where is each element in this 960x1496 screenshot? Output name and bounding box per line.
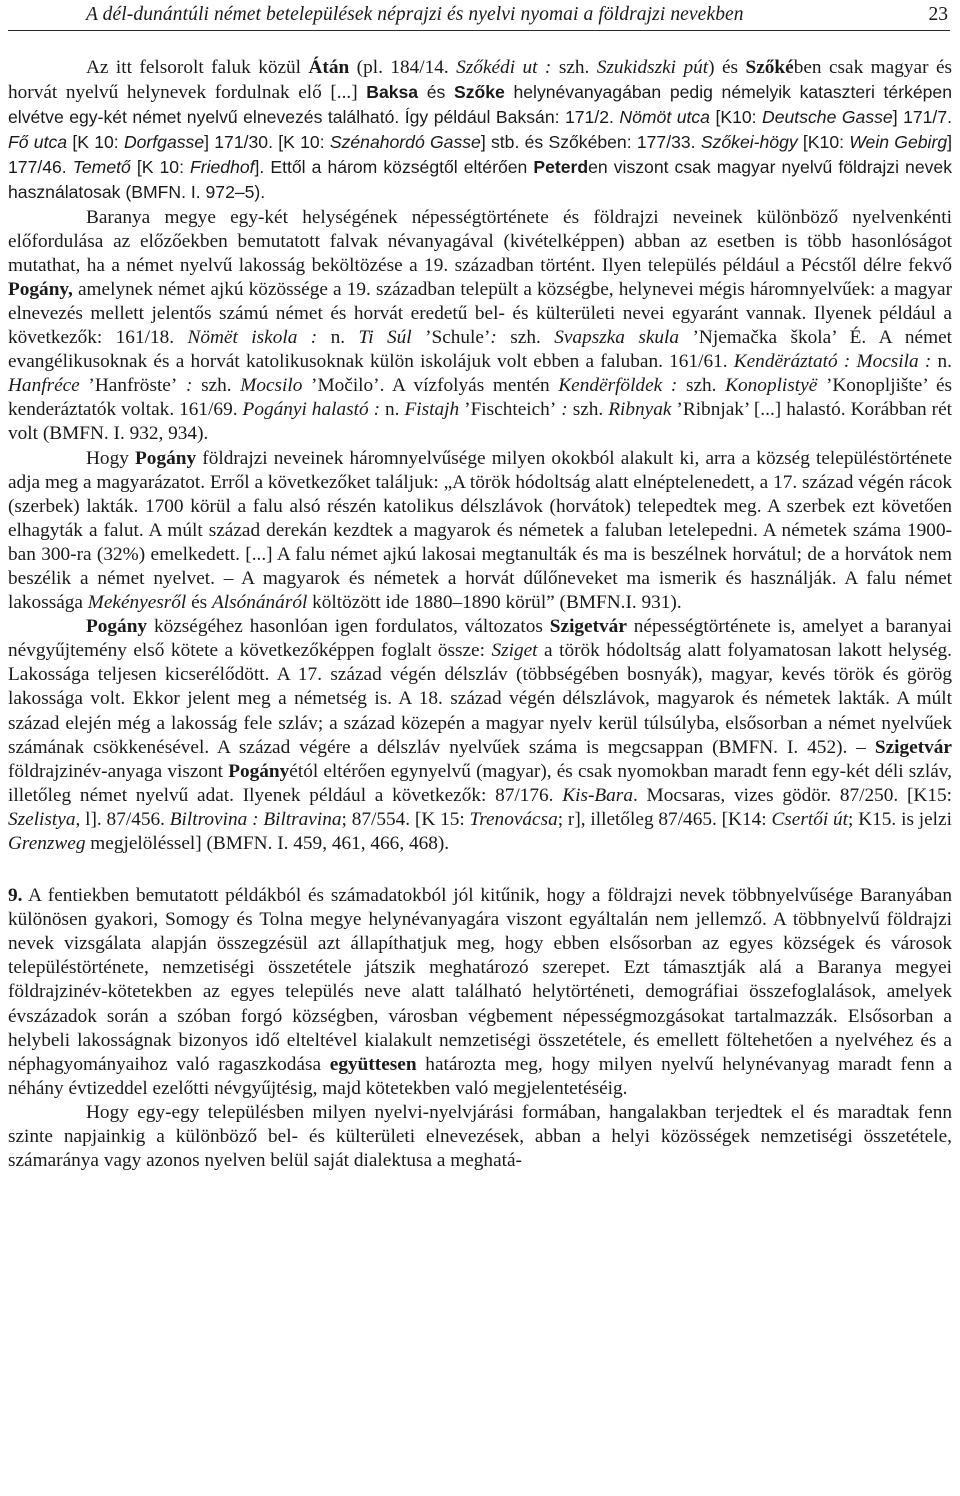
paragraph-4 <box>8 615 952 856</box>
place-name: Szigetvár <box>549 616 627 638</box>
text: n. <box>330 327 359 349</box>
place-name: Szőké <box>745 57 794 78</box>
paragraph-3 <box>8 447 952 616</box>
text: ’Njemačka škola’ É. A német evangélikusoknak és a horvát katolikusoknak külön iskolájuk volt ebben a faluban. 161/61. <box>8 327 953 373</box>
paragraph-1 <box>8 56 952 206</box>
text: szh. <box>201 375 241 397</box>
text: n. <box>385 399 405 421</box>
field-name: Grenzweg <box>8 833 86 854</box>
text: népességtörténete is, amelyet a baranyai névgyűjtemény első kötete a következőképpen foglalt össze: <box>8 616 952 662</box>
field-name: Fistajh <box>404 399 460 421</box>
place-name: Átán <box>308 57 350 78</box>
paragraph-2 <box>8 206 952 447</box>
place-name: Szőke <box>453 82 505 103</box>
text: amelynek német ajkú közössége a 19. században települt a községbe, helynevei mégis háromnyelvűek: a magyar elnevezés mellett jelentős számú német és horvát eredetű bel- és külterületi nevei egyaránt vannak. Ilyenek például a következők: 161/18. <box>8 278 952 349</box>
text: földrajzi neveinek háromnyelvűsége milyen okokból alakult ki, arra a község településtörténete adja meg a magyarázatot. Erről a következőket találjuk: „A török hódoltság alatt elnéptelenedett, a 17. század végén rácok (szerbek) lakták. 1700 körül a falu alsó részén katolikus délszlávok (horvátok) telepedtek meg. A szerbek ezt követően elhagyták a falut. A múlt század derekán kezdtek a magyarok és németek a faluban letelepedni. A németek száma 1900-ban 300-ra (32%) emelkedett. [...] A falu német ajkú lakosai megtanulták és ma is beszélnek horvátul; de a horvátok nem beszélik a német nyelvet. – A magyarok és németek a horvát dűlőneveket ma ismerik és használják. A falu német lakossága <box>8 447 952 614</box>
text: a török hódoltság alatt folyamatosan lakott helység. Lakossága teljesen kicserélődött. A 17. század végén délszláv (többségében bosnyák), magyar, kevés török és görög lakossága volt. Ekkor jelent meg a németség is. A 18. század végén délszlávok, magyarok és németek lakták. A múlt század elején még a lakosság fele szláv; a század közepén a magyar nyelv kerül túlsúlyba, elsősorban a német nyelvűek számának csökkenésével. A század végére a délszláv nyelvűek száma is megcsappan (BMFN. I. 452). – <box>8 640 952 758</box>
text: szh. <box>572 399 609 421</box>
text: [K 10: <box>130 157 190 178</box>
text: (pl. 184/14. <box>349 57 457 78</box>
text: Baranya megye egy-két helységének népességtörténete és földrajzi neveinek különböző nyelvenkénti előfordulása az előzőekben bemutatott falvak névanyagával (kivételképpen) abban az esetben is több hasonlóságot mutathat, ha a német nyelvű lakosság beköltözése a 19. században történt. Ilyen település például a Pécstől délre fekvő <box>8 206 952 276</box>
text: ]. Ettől a három községtől eltérően <box>254 157 534 178</box>
field-name: Nömët iskola : <box>187 327 331 349</box>
text: ] 171/30. [K 10: <box>204 132 330 153</box>
text: megjelöléssel] (BMFN. I. 459, 461, 466, 468). <box>85 833 450 854</box>
field-name: Ribnyak <box>608 399 672 421</box>
place-name: Peterd <box>533 157 589 178</box>
field-name: Temető <box>72 157 131 178</box>
place-name: Alsónánáról <box>211 592 308 614</box>
field-name: Szénahordó Gasse <box>329 132 481 153</box>
text: ; 87/554. [K 15: <box>341 808 470 830</box>
text: ’Močilo’. A vízfolyás mentén <box>302 375 559 397</box>
field-name: Konoplistyë <box>725 375 818 397</box>
text: ’Ribnjak’ [...] halastó. Korábban rét volt (BMFN. I. 932, 934). <box>8 399 953 445</box>
text: ; K15. is jelzi <box>848 808 952 830</box>
text: ) és <box>708 57 746 78</box>
field-name: Ti Súl <box>358 327 412 349</box>
field-name: Nömöt utca <box>619 107 710 128</box>
text: földrajzinév-anyaga viszont <box>8 760 229 782</box>
text: helynévanyagában pedig némelyik kataszteri térképen elvétve egy-két német nyelvű elnevezés található. Így például Baksán: 171/2. <box>8 82 953 128</box>
text: A fentiekben bemutatott példákból és számadatokból jól kitűnik, hogy a földrajzi nevek többnyelvűsége Baranyában különösen gyakori, Somogy és Tolna megye helynévanyagára viszont egyáltalán nem jellemző. A többnyelvű földrajzi nevek vizsgálata alapján összegzésül azt állapíthatjuk meg, hogy ebben elsősorban az egyes községek és városok településtörténete, nemzetiségi összetétele játszik meghatározó szerepet. Ezt támasztják alá a Baranya megyei földrajzinév-kötetekben az egyes település neve alatt található helytörténeti, demográfiai összefoglalások, amelyek évszázadok során a szóban forgó községben, városban végbement népességmozgásokat tartalmazzák. Elsősorban a helybeli lakosságnak bizonyos idő elteltével kialakult nemzetiségi összetétele, és emellett föltehetően a nyelvéhez és a néphagyományaihoz való ragaszkodása <box>8 885 952 1075</box>
place-name: Pogány <box>86 616 148 638</box>
text: és <box>418 82 454 103</box>
text: ’Hanfröste’ <box>79 375 178 397</box>
page-number: 23 <box>928 4 948 25</box>
text: n. <box>937 351 952 373</box>
field-name: Svapszka skula <box>554 327 680 349</box>
text: költözött ide 1880–1890 körül” (BMFN.I. 931). <box>307 592 682 614</box>
field-name: Friedhof <box>190 157 255 178</box>
text: [K10: <box>797 132 850 153</box>
text: szh. <box>558 57 597 78</box>
field-name: Dorfgasse <box>123 132 205 153</box>
emphasis: együttesen <box>329 1053 417 1075</box>
field-name: Pogányi halastó : <box>242 399 386 421</box>
text: . Mocsaras, vizes gödör. 87/250. [K15: <box>632 784 952 806</box>
field-name: Hanfréce <box>8 375 80 397</box>
text: szh. <box>685 375 726 397</box>
paragraph-6 <box>8 1101 952 1173</box>
field-name: Szelistya <box>8 808 76 830</box>
field-name: Biltrovina : Biltravina <box>169 808 342 830</box>
text: ] 177/46. <box>8 132 952 178</box>
text: : <box>177 375 202 397</box>
text: ben csak magyar és horvát nyelvű helynevek fordulnak elő [...] <box>8 57 953 104</box>
field-name: Deutsche Gasse <box>762 107 893 128</box>
running-head-title: A dél-dunántúli német betelepülések néprajzi és nyelvi nyomai a földrajzi nevekben <box>86 4 744 25</box>
text: étól eltérően egynyelvű (magyar), és csak nyomokban maradt fenn egy-két déli szláv, illetőleg német nyelvű adat. Ilyenek például a következők: 87/176. <box>8 760 952 806</box>
text: : <box>556 399 573 421</box>
field-name: Kendërföldek : <box>558 375 686 397</box>
field-name: Csertői út <box>771 808 849 830</box>
text: [K 10: <box>67 132 124 153</box>
paragraph-section-9 <box>8 884 952 1101</box>
text: Hogy egy-egy településben milyen nyelvi-nyelvjárási formában, hangalakban terjedtek el és maradtak fenn szinte napjainkig a különböző bel- és külterületi elnevezések, abban a helyi közösségek nemzetiségi összetétele, számaránya vagy azonos nyelven belül saját dialektusa a meghatá- <box>8 1101 952 1172</box>
text: Hogy <box>86 447 136 469</box>
text: és <box>186 592 212 614</box>
text: , l]. 87/456. <box>75 808 170 830</box>
place-name: Sziget <box>491 640 538 662</box>
text: ] stb. és Szőkében: 177/33. <box>480 132 701 153</box>
text: Az itt felsorolt faluk közül <box>86 57 309 78</box>
text: szh. <box>510 327 555 349</box>
field-name: Trenovácsa <box>469 808 558 830</box>
field-name: Mocsilo <box>240 375 303 397</box>
field-name: Szőkei-högy <box>700 132 798 153</box>
field-name: Fő utca <box>8 132 68 153</box>
place-name: Pogány, <box>8 278 73 300</box>
place-name: Pogány <box>228 760 290 782</box>
field-name: Wein Gebirg <box>849 132 948 153</box>
article-body <box>8 56 952 1173</box>
place-name: Pogány <box>135 447 197 469</box>
text: en viszont csak magyar nyelvű földrajzi nevek használatosak (BMFN. I. 972–5). <box>8 157 952 203</box>
field-name: Szőkédi ut : <box>456 57 559 78</box>
field-name: Kis-Bara <box>562 784 633 806</box>
section-number: 9. <box>8 885 23 907</box>
text: : <box>490 327 511 349</box>
place-name: Szigetvár <box>874 736 952 758</box>
place-name: Mekényesről <box>87 592 187 614</box>
text: ] 171/7. <box>892 107 952 128</box>
text: ’Fischteich’ <box>459 399 557 421</box>
text: ; r], illetőleg 87/465. [K14: <box>557 808 772 830</box>
field-name: Kendëráztató : Mocsila : <box>733 351 938 373</box>
text: ’Schule’ <box>411 327 491 349</box>
text: ’Konopljište’ és kenderáztatók voltak. 161/69. <box>8 375 953 421</box>
text: [K10: <box>709 107 763 128</box>
field-name: Szukidszki pút <box>596 57 709 78</box>
running-head <box>8 2 950 31</box>
place-name: Baksa <box>366 82 419 103</box>
text: határozta meg, hogy milyen nyelvű helynévanyag maradt fenn a néhány évtizeddel ezelőtti névgyűjtésig, majd kötetekben való megjelentetéséig. <box>8 1053 952 1099</box>
text: községéhez hasonlóan igen fordulatos, változatos <box>147 616 550 638</box>
